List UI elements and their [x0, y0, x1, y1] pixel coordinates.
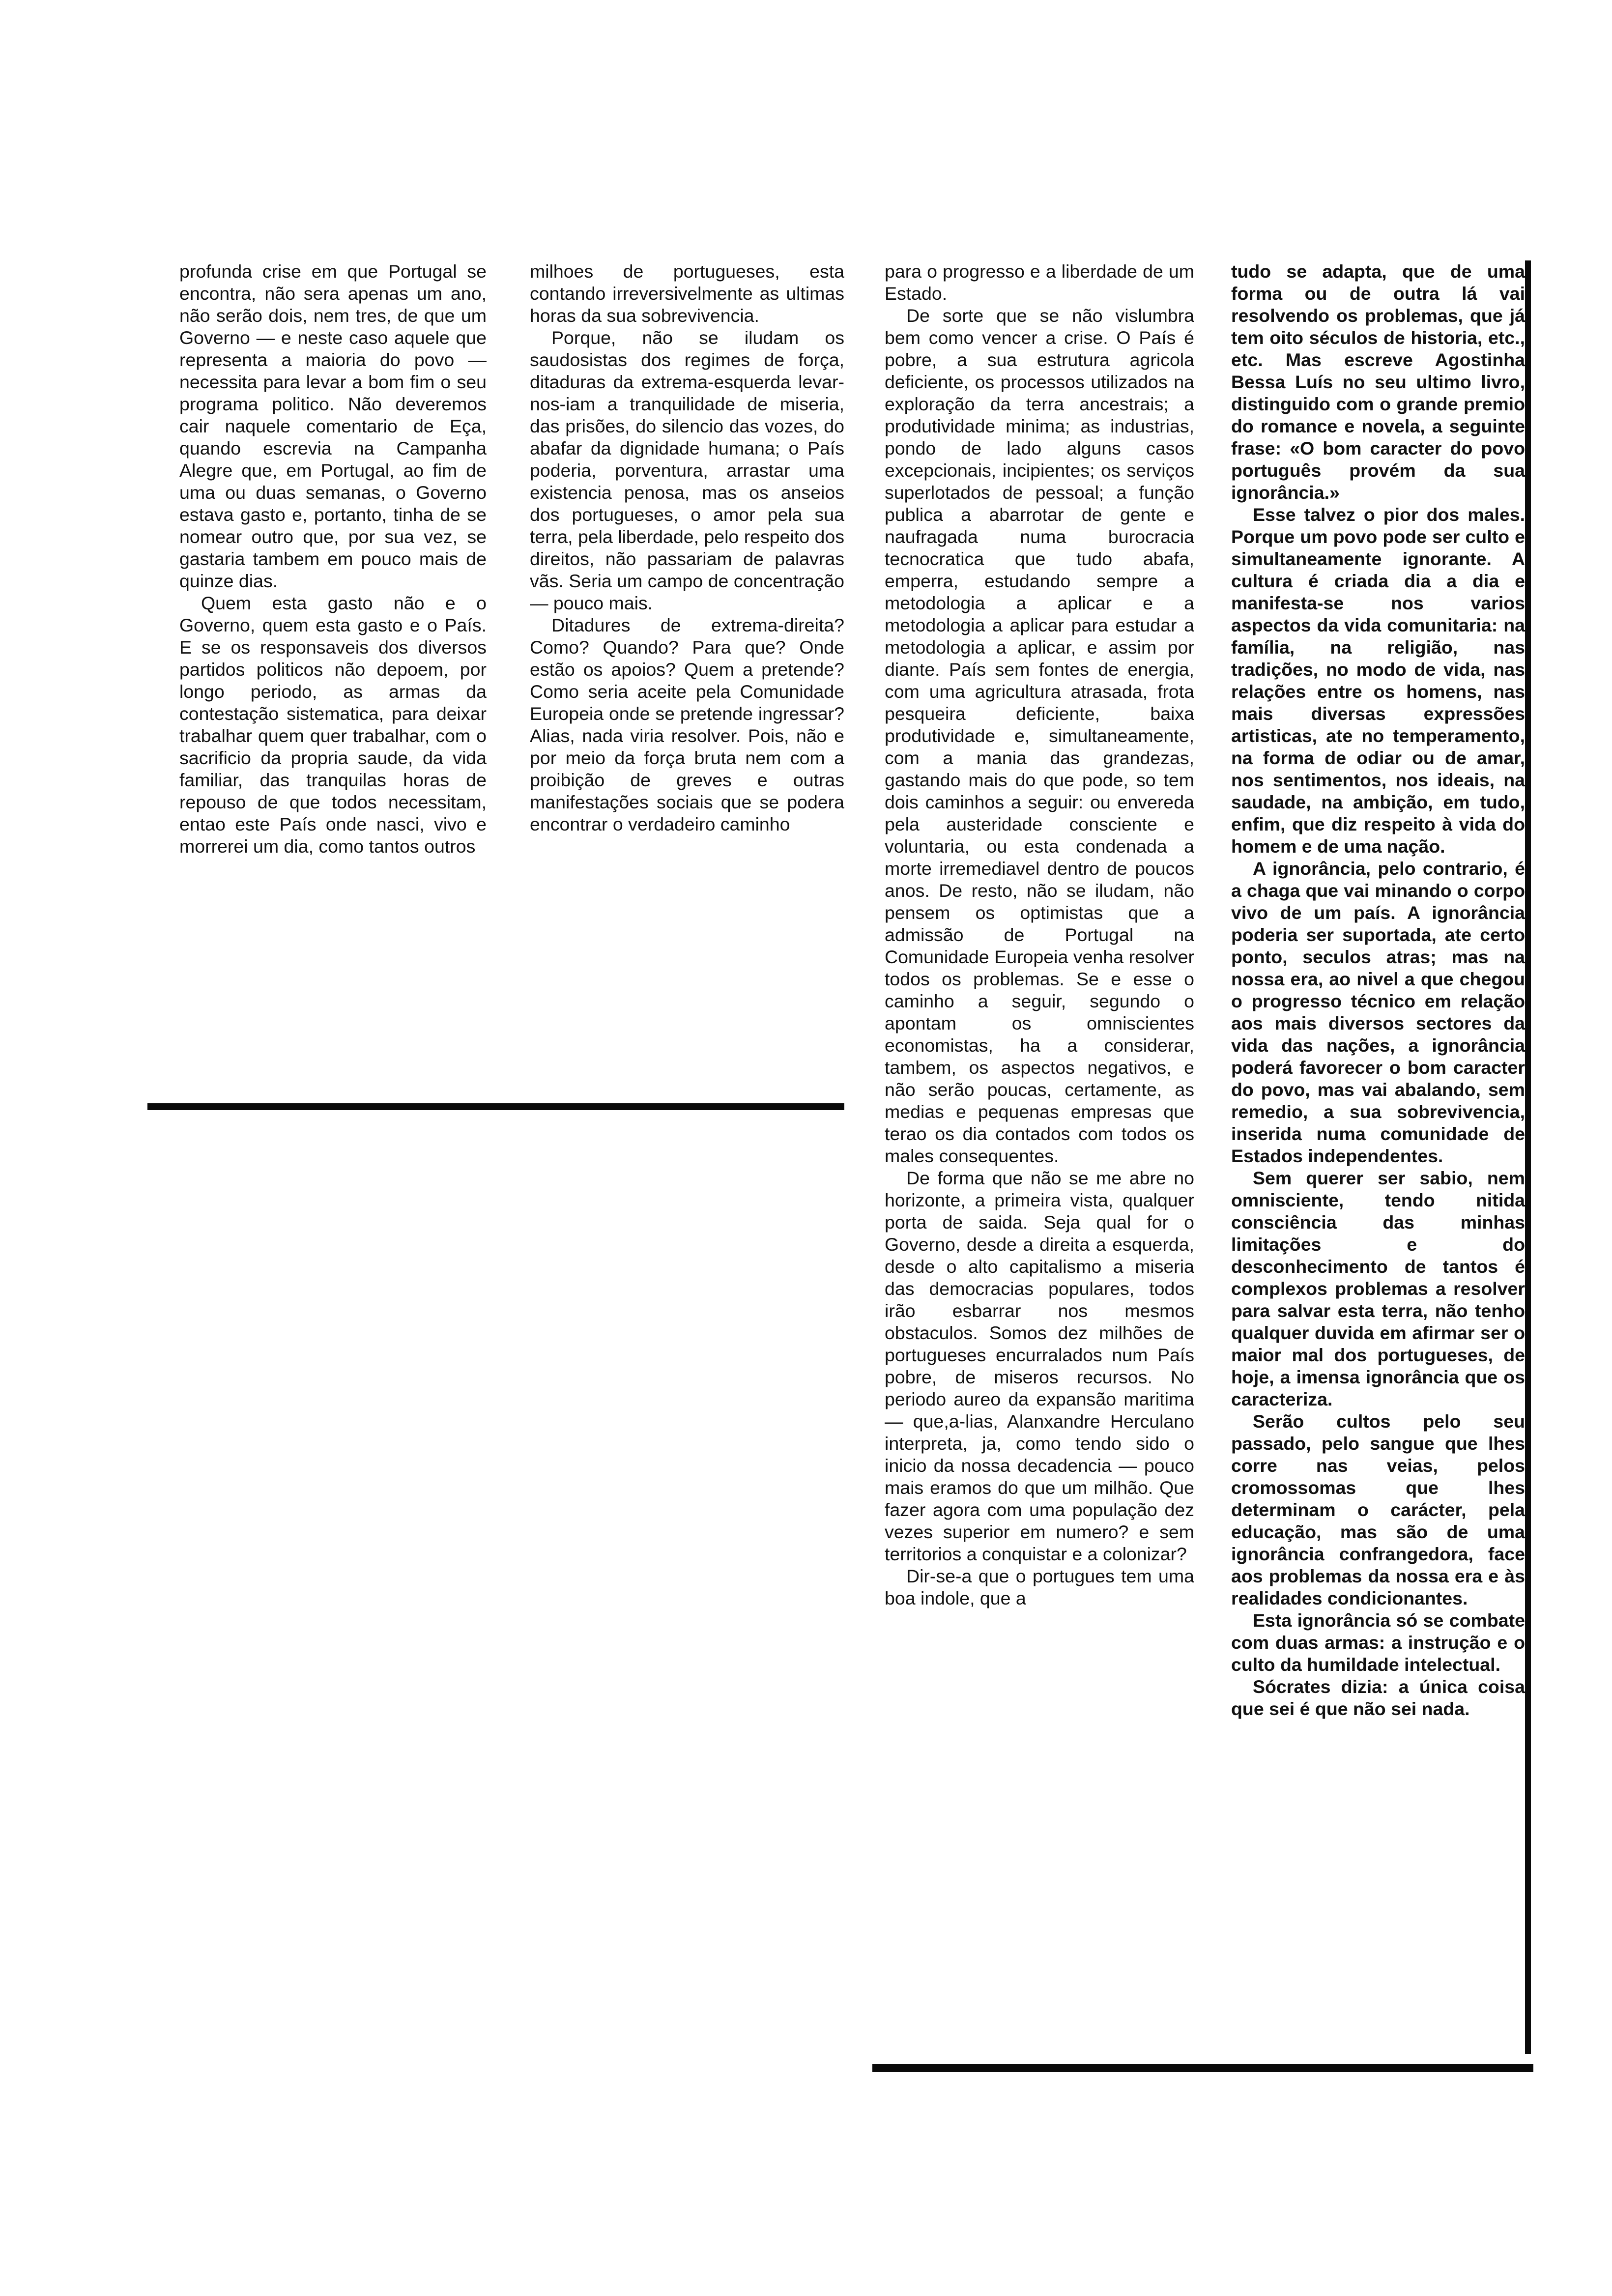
paragraph: Porque, não se iludam os saudosistas dos regimes de força, ditaduras da extrema-esquerda levar-nos-iam a tranquilidade de miseria, das prisões, do silencio das vozes, do abafar da dignidade humana; o País poderia, porventura, arrastar uma existencia penosa, mas os anseios dos portugueses, o amor pela sua terra, pela liberdade, pelo respeito dos direitos, não passariam de palavras vãs. Seria um campo de concentração — pouco mais.	[530, 327, 844, 613]
paragraph: Esta ignorância só se combate com duas armas: a instrução e o culto da humildade intelectual.	[1231, 1610, 1525, 1675]
paragraph: profunda crise em que Portugal se encontra, não sera apenas um ano, não serão dois, nem tres, de que um Governo — e neste caso aquele que representa a maioria do povo — necessita para levar a bom fim o seu programa politico. Não deveremos cair naquele comentario de Eça, quando escrevia na Campanha Alegre que, em Portugal, ao fim de uma ou duas semanas, o Governo estava gasto e, portanto, tinha de se nomear outro que, por sua vez, se gastaria tambem em pouco mais de quinze dias.	[179, 261, 487, 591]
paragraph: Esse talvez o pior dos males. Porque um povo pode ser culto e simultaneamente ignorante. A cultura é criada dia a dia e manifesta-se nos varios aspectos da vida comunitaria: na família, na religião, nas tradições, no modo de vida, nas relações entre os homens, nas mais diversas expressões artisticas, ate no temperamento, na forma de odiar ou de amar, nos sentimentos, nos ideais, na saudade, na ambição, em tudo, enfim, que diz respeito à vida do homem e de uma nação.	[1231, 504, 1525, 857]
paragraph: Quem esta gasto não e o Governo, quem esta gasto e o País. E se os responsaveis dos diversos partidos politicos não depoem, por longo periodo, as armas da contestação sistematica, para deixar trabalhar quem quer trabalhar, com o sacrificio da propria saude, da vida familiar, das tranquilas horas de repouso de que todos necessitam, entao este País onde nasci, vivo e morrerei um dia, como tantos outros	[179, 593, 487, 857]
paragraph: De sorte que se não vislumbra bem como vencer a crise. O País é pobre, a sua estrutura agricola deficiente, os processos utilizados na exploração da terra ancestrais; a produtividade minima; as industrias, pondo de lado alguns casos excepcionais, incipientes; os serviços superlotados de pessoal; a função publica a abarrotar de gente e naufragada numa burocracia tecnocratica que tudo abafa, emperra, estudando sempre a metodologia a aplicar e a metodologia a aplicar para estudar a metodologia a aplicar, e assim por diante. País sem fontes de energia, com uma agricultura atrasada, frota pesqueira deficiente, baixa produtividade e, simultaneamente, com a mania das grandezas, gastando mais do que pode, so tem dois caminhos a seguir: ou envereda pela austeridade consciente e voluntaria, ou esta condenada a morte irremediavel dentro de poucos anos. De resto, não se iludam, não pensem os optimistas que a admissão de Portugal na Comunidade Europeia venha resolver todos os problemas. Se e esse o caminho a seguir, segundo o apontam os omniscientes economistas, ha a considerar, tambem, os aspectos negativos, e não serão poucas, certamente, as medias e pequenas empresas que terao os dia contados com todos os males consequentes.	[885, 305, 1194, 1166]
horizontal-rule-bottom	[872, 2064, 1533, 2072]
article-column-4	[1231, 260, 1525, 2030]
paragraph: Serão cultos pelo seu passado, pelo sangue que lhes corre nas veias, pelos cromossomas que lhes determinam o carácter, pela educação, mas são de uma ignorância confrangedora, face aos problemas da nossa era e às realidades condicionantes.	[1231, 1411, 1525, 1608]
paragraph: para o progresso e a liberdade de um Estado.	[885, 261, 1194, 304]
paragraph: De forma que não se me abre no horizonte, a primeira vista, qualquer porta de saida. Seja qual for o Governo, desde a direita a esquerda, desde o alto capitalismo a miseria das democracias populares, todos irão esbarrar nos mesmos obstaculos. Somos dez milhões de portugueses encurralados num País pobre, de miseros recursos. No periodo aureo da expansão maritima — que,a-lias, Alanxandre Herculano interpreta, ja, como tendo sido o inicio da nossa decadencia — pouco mais eramos do que um milhão. Que fazer agora com uma população dez vezes superior em numero? e sem territorios a conquistar e a colonizar?	[885, 1168, 1194, 1564]
article-column-1	[179, 260, 487, 1086]
paragraph: Ditadures de extrema-direita? Como? Quando? Para que? Onde estão os apoios? Quem a pretende? Como seria aceite pela Comunidade Europeia onde se pretende ingressar? Alias, nada viria resolver. Pois, não e por meio da força bruta nem com a proibição de greves e outras manifestações sociais que se podera encontrar o verdadeiro caminho	[530, 615, 844, 834]
paragraph: Sem querer ser sabio, nem omnisciente, tendo nitida consciência das minhas limitações e do desconhecimento de tantos é complexos problemas a resolver para salvar esta terra, não tenho qualquer duvida em afirmar ser o maior mal dos portugueses, de hoje, a imensa ignorância que os caracteriza.	[1231, 1168, 1525, 1409]
article-column-3	[885, 260, 1194, 2030]
paragraph: Sócrates dizia: a única coisa que sei é que não sei nada.	[1231, 1676, 1525, 1719]
article-column-2	[530, 260, 844, 1086]
paragraph: tudo se adapta, que de uma forma ou de outra lá vai resolvendo os problemas, que já tem oito séculos de historia, etc., etc. Mas escreve Agostinha Bessa Luís no seu ultimo livro, distinguido com o grande premio do romance e novela, a seguinte frase: «O bom caracter do povo português provém da sua ignorância.»	[1231, 261, 1525, 503]
paragraph: Dir-se-a que o portugues tem uma boa indole, que a	[885, 1566, 1194, 1608]
paragraph: A ignorância, pelo contrario, é a chaga que vai minando o corpo vivo de um país. A ignorância poderia ser suportada, ate certo ponto, seculos atras; mas na nossa era, ao nivel a que chegou o progresso técnico em relação aos mais diversos sectores da vida das nações, a ignorância poderá favorecer o bom caracter do povo, mas vai abalando, sem remedio, a sua sobrevivencia, inserida numa comunidade de Estados independentes.	[1231, 858, 1525, 1166]
vertical-rule-right	[1525, 260, 1531, 2054]
paragraph: milhoes de portugueses, esta contando irreversivelmente as ultimas horas da sua sobrevivencia.	[530, 261, 844, 326]
horizontal-rule-top	[147, 1103, 844, 1110]
